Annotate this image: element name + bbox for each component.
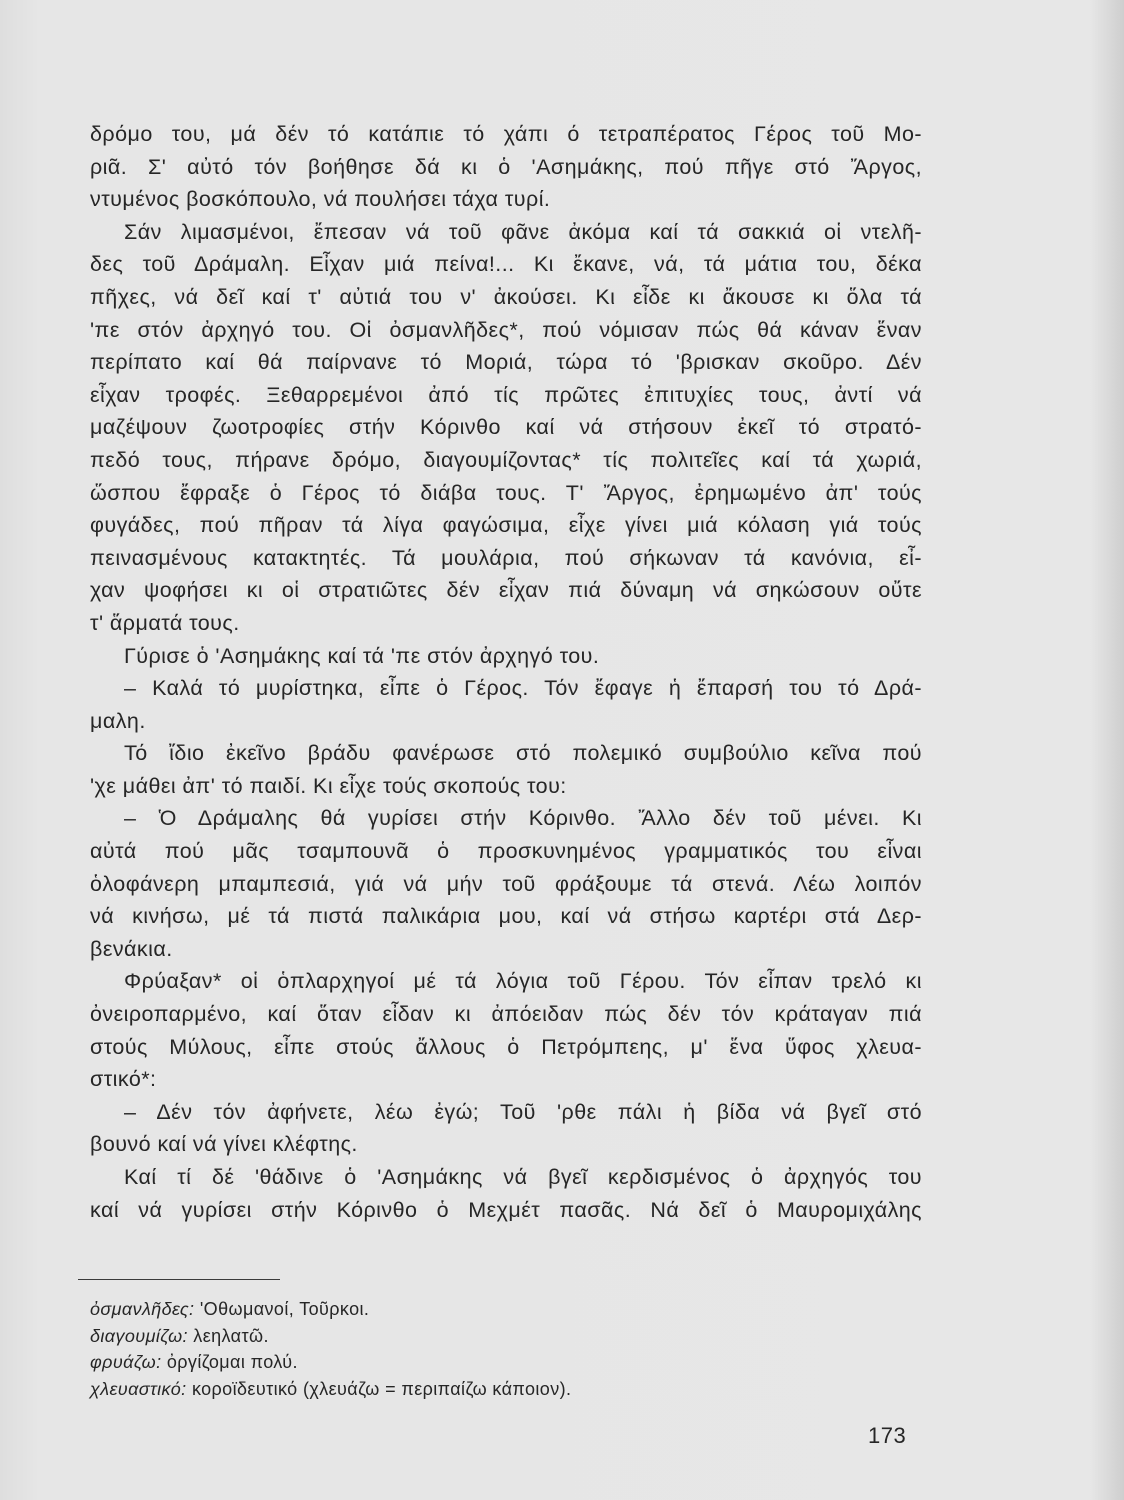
text-line: φυγάδες, πού πῆραν τά λίγα φαγώσιμα, εἶχε γίνει μιά κόλαση γιά τούς [90,513,922,538]
text-line: ὁλοφάνερη μπαμπεσιά, γιά νά μήν τοῦ φράξουμε τά στενά. Λέω λοιπόν [90,871,922,896]
text-line: περίπατο καί θά παίρνανε τό Μοριά, τώρα τό 'βρισκαν σκοῦρο. Δέν [90,350,922,375]
footnote-term: φρυάζω: [90,1352,162,1372]
text-line: – Ὁ Δράμαλης θά γυρίσει στήν Κόρινθο. Ἄλλο δέν τοῦ μένει. Κι [124,806,922,831]
text-line: στούς Μύλους, εἶπε στούς ἄλλους ὁ Πετρόμπεης, μ' ἕνα ὕφος χλευα- [90,1034,922,1059]
text-line: ὥσπου ἔφραξε ὁ Γέρος τό διάβα τους. Τ' Ἄργος, ἐρημωμένο ἀπ' τούς [90,480,922,505]
footnotes [90,1296,922,1402]
footnote-definition: 'Οθωμανοί, Τοῦρκοι. [194,1299,370,1319]
text-line: – Καλά τό μυρίστηκα, εἶπε ὁ Γέρος. Τόν ἔφαγε ἡ ἔπαρσή του τό Δρά- [124,676,922,701]
text-line: χαν ψοφήσει κι οἱ στρατιῶτες δέν εἶχαν πιά δύναμη νά σηκώσουν οὔτε [90,578,922,603]
text-line: βουνό καί νά γίνει κλέφτης. [90,1132,358,1157]
text-line: 'πε στόν ἀρχηγό του. Οἱ ὀσμανλῆδες*, πού νόμισαν πώς θά κάναν ἕναν [90,317,922,342]
footnote-definition: κοροϊδευτικό (χλευάζω = περιπαίζω κάποιον). [186,1378,572,1399]
text-line: Καί τί δέ 'θάδινε ὁ 'Ασημάκης νά βγεῖ κερδισμένος ὁ ἀρχηγός του [124,1165,922,1189]
footnote [90,1349,922,1376]
footnote [90,1296,922,1323]
text-line: στικό*: [90,1067,157,1092]
text-line: πεδό τους, πήρανε δρόμο, διαγουμίζοντας* τίς πολιτεῖες καί τά χωριά, [90,447,922,472]
text-line: δες τοῦ Δράμαλη. Εἶχαν μιά πείνα!... Κι ἔκανε, νά, τά μάτια του, δέκα [90,252,922,277]
page-edge-shadow [1090,0,1124,1500]
footnote [90,1323,922,1350]
text-line: μαλη. [90,708,146,733]
footnote-term: ὀσμανλῆδες: [90,1299,195,1319]
text-line: Φρύαξαν* οἱ ὁπλαρχηγοί μέ τά λόγια τοῦ Γέρου. Τόν εἶπαν τρελό κι [124,969,922,994]
footnote [90,1376,922,1403]
text-line: πεινασμένους κατακτητές. Τά μουλάρια, πού σήκωναν τά κανόνια, εἶ- [90,545,922,570]
text-line: – Δέν τόν ἀφήνετε, λέω ἐγώ; Τοῦ 'ρθε πάλι ἡ βίδα νά βγεῖ στό [124,1099,922,1124]
text-line: εἶχαν τροφές. Ξεθαρρεμένοι ἀπό τίς πρῶτες ἐπιτυχίες τους, ἀντί νά [90,382,922,407]
text-line: ὀνειροπαρμένο, καί ὅταν εἶδαν κι ἀπόειδαν πώς δέν τόν κράταγαν πιά [90,1002,922,1027]
text-line: αὐτά πού μᾶς τσαμπουνᾶ ὁ προσκυνημένος γραμματικός του εἶναι [90,839,922,864]
text-line: μαζέψουν ζωοτροφίες στήν Κόρινθο καί νά στήσουν ἐκεῖ τό στρατό- [90,415,922,440]
text-line: 'χε μάθει ἀπ' τό παιδί. Κι εἶχε τούς σκοπούς του: [90,773,567,798]
text-line: Τό ἴδιο ἐκεῖνο βράδυ φανέρωσε στό πολεμικό συμβούλιο κεῖνα πού [124,741,922,766]
text-line: νά κινήσω, μέ τά πιστά παλικάρια μου, καί νά στήσω καρτέρι στά Δερ- [90,904,922,929]
footnote-term: διαγουμίζω: [90,1325,188,1346]
text-line: ριᾶ. Σ' αὐτό τόν βοήθησε δά κι ὁ 'Ασημάκης, πού πῆγε στό Ἄργος, [90,154,922,179]
text-line: βενάκια. [90,936,173,961]
text-line: ντυμένος βοσκόπουλο, νά πουλήσει τάχα τυρί. [90,187,551,212]
text-line: Γύρισε ὁ 'Ασημάκης καί τά 'πε στόν ἀρχηγό του. [124,643,600,668]
footnote-definition: λεηλατῶ. [187,1325,269,1346]
text-line: καί νά γυρίσει στήν Κόρινθο ὁ Μεχμέτ πασᾶς. Νά δεῖ ὁ Μαυρομιχάλης [90,1197,922,1222]
text-line: πῆχες, νά δεῖ καί τ' αὐτιά του ν' ἀκούσει. Κι εἶδε κι ἄκουσε κι ὅλα τά [90,284,922,309]
text-line: Σάν λιμασμένοι, ἔπεσαν νά τοῦ φᾶνε ἀκόμα καί τά σακκιά οἱ ντελῆ- [124,219,922,244]
footnote-separator [78,1279,280,1280]
text-line: τ' ἅρματά τους. [90,610,240,635]
page-number: 173 [868,1423,907,1448]
body-text [90,118,922,1226]
footnote-term: χλευαστικό: [90,1378,187,1399]
footnote-definition: ὀργίζομαι πολύ. [161,1352,298,1372]
text-line: δρόμο του, μά δέν τό κατάπιε τό χάπι ό τετραπέρατος Γέρος τοῦ Μο- [90,122,922,146]
